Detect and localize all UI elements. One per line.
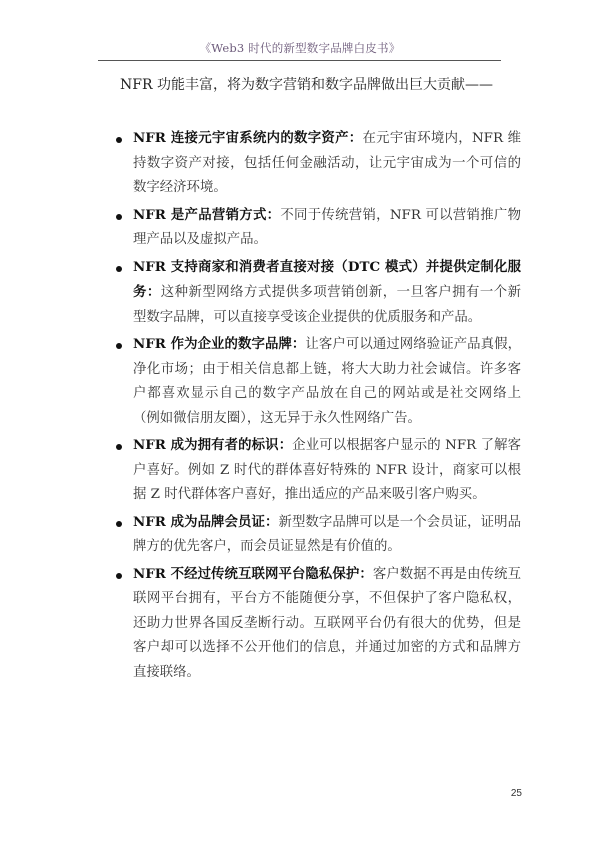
bullet-term: NFR 连接元宇宙系统内的数字资产：: [133, 130, 363, 146]
bullet-description: 新型数字品牌可以是一个会员证，证明品牌方的优先客户，而会员证显然是有价值的。: [133, 514, 522, 554]
bullet-item-privacy: [0, 562, 521, 686]
bullet-item-digital-brand: [0, 332, 521, 431]
bullet-dot-icon: [116, 343, 122, 349]
bullet-dot-icon: [116, 214, 122, 220]
feature-bullet-list: [0, 126, 600, 687]
bullet-term: NFR 成为品牌会员证：: [133, 513, 279, 530]
bullet-dot-icon: [116, 521, 122, 527]
page-number: 25: [510, 788, 522, 799]
bullet-item-membership: [0, 510, 521, 560]
bullet-dot-icon: [116, 444, 122, 450]
bullet-item-marketing: [0, 203, 521, 253]
bullet-item-owner-identity: [0, 433, 521, 508]
bullet-item-dtc: [0, 255, 521, 331]
bullet-term: NFR 作为企业的数字品牌：: [133, 336, 306, 352]
running-header: 《Web3 时代的新型数字品牌白皮书》: [199, 41, 401, 55]
bullet-description: 让客户可以通过网络验证产品真假，净化市场；由于相关信息都上链，将大大助力社会诚信。许多客户都喜欢显示自己的数字产品放在自己的网站或是社交网络上（例如微信朋友圈），这无异于永久性网络广告。: [133, 337, 521, 426]
bullet-description: 不同于传统营销，NFR 可以营销推广物理产品以及虚拟产品。: [133, 207, 521, 247]
bullet-description: 企业可以根据客户显示的 NFR 了解客户喜好。例如 Z 时代的群体喜好特殊的 NFR 设计，商家可以根据 Z 时代群体客户喜好，推出适应的产品来吸引客户购买。: [133, 438, 521, 502]
bullet-term: NFR 成为拥有者的标识：: [133, 437, 293, 453]
bullet-term: NFR 是产品营销方式：: [133, 206, 281, 223]
intro-paragraph: NFR 功能丰富，将为数字营销和数字品牌做出巨大贡献——: [120, 77, 493, 93]
bullet-description: 这种新型网络方式提供多项营销创新，一旦客户拥有一个新型数字品牌，可以直接享受该企业提供的优质服务和产品。: [133, 285, 521, 325]
bullet-dot-icon: [116, 137, 122, 143]
bullet-item-digital-assets: [0, 126, 521, 201]
bullet-dot-icon: [116, 573, 122, 579]
bullet-dot-icon: [116, 266, 122, 272]
bullet-description: 客户数据不再是由传统互联网平台拥有，平台方不能随便分享，不但保护了客户隐私权，还助力世界各国反垄断行动。互联网平台仍有很大的优势，但是客户却可以选择不公开他们的信息，并通过加密的方式和品牌方直接联络。: [133, 566, 521, 680]
bullet-term: NFR 不经过传统互联网平台隐私保护：: [133, 565, 373, 582]
header-divider: [98, 60, 501, 61]
bullet-description: 在元宇宙环境内，NFR 维持数字资产对接，包括任何金融活动，让元宇宙成为一个可信的数字经济环境。: [133, 131, 521, 195]
bullet-term: NFR 支持商家和消费者直接对接（DTC 模式）并提供定制化服务：: [133, 258, 521, 300]
